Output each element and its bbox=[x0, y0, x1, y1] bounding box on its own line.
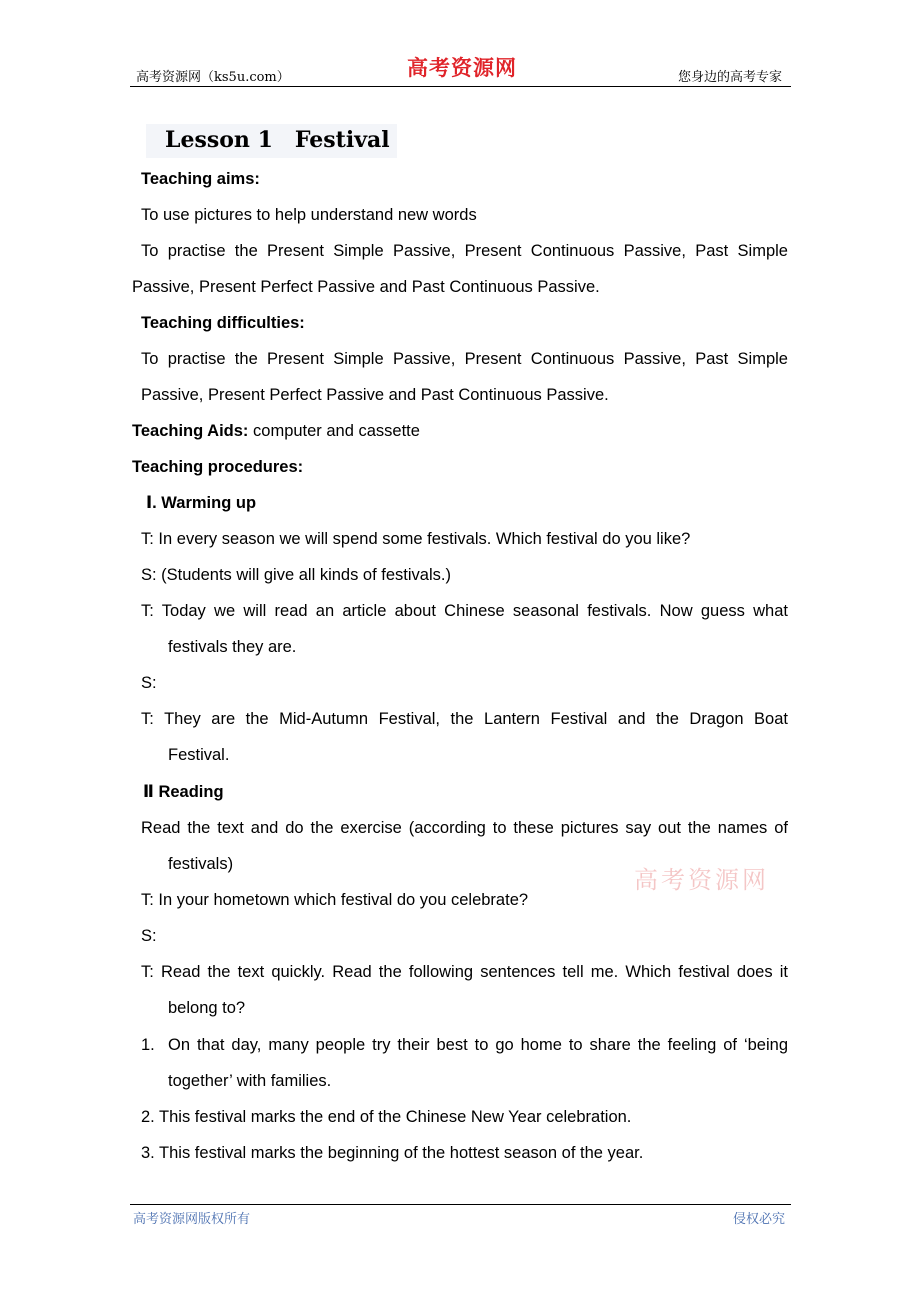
dialogue-student-1: S: (Students will give all kinds of festivals.) bbox=[141, 566, 451, 584]
lesson-number: Lesson 1 bbox=[165, 127, 273, 153]
reading-student-1: S: bbox=[141, 927, 157, 945]
dialogue-student-2: S: bbox=[141, 674, 157, 692]
lesson-title bbox=[165, 127, 390, 153]
difficulty-line-2: Passive, Present Perfect Passive and Past Continuous Passive. bbox=[141, 386, 609, 404]
site-logo: 高考资源网 bbox=[407, 55, 517, 80]
list-item-3: 3. This festival marks the beginning of the hottest season of the year. bbox=[141, 1144, 644, 1162]
dialogue-teacher-3-line-1: T: They are the Mid-Autumn Festival, the Lantern Festival and the Dragon Boat bbox=[141, 710, 788, 728]
footer-right-text: 侵权必究 bbox=[732, 1212, 785, 1227]
aim-1: To use pictures to help understand new words bbox=[141, 206, 477, 224]
aims-heading: Teaching aims: bbox=[141, 170, 260, 188]
header-left-text: 高考资源网（ks5u.com） bbox=[136, 70, 290, 85]
section-reading-heading: Ⅱ Reading bbox=[143, 783, 224, 801]
list-item-1-number: 1. bbox=[141, 1036, 155, 1054]
list-item-1-line-2: together’ with families. bbox=[168, 1072, 332, 1090]
footer-left-text: 高考资源网版权所有 bbox=[133, 1212, 251, 1227]
procedures-heading: Teaching procedures: bbox=[132, 458, 304, 476]
dialogue-teacher-2-line-2: festivals they are. bbox=[168, 638, 297, 656]
dialogue-teacher-2-line-1: T: Today we will read an article about Chinese seasonal festivals. Now guess what bbox=[141, 602, 788, 620]
aids-row bbox=[132, 420, 420, 442]
footer-divider bbox=[130, 1204, 791, 1205]
list-item-2: 2. This festival marks the end of the Chinese New Year celebration. bbox=[141, 1108, 632, 1126]
reading-teacher-2-line-1: T: Read the text quickly. Read the following sentences tell me. Which festival does it bbox=[141, 963, 788, 981]
reading-instruction-line-1: Read the text and do the exercise (according to these pictures say out the names of bbox=[141, 819, 788, 837]
lesson-topic: Festival bbox=[294, 127, 390, 153]
reading-teacher-1: T: In your hometown which festival do you celebrate? bbox=[141, 891, 529, 909]
aim-2-line-1: To practise the Present Simple Passive, Present Continuous Passive, Past Simple bbox=[141, 242, 788, 260]
aim-2-line-2: Passive, Present Perfect Passive and Past Continuous Passive. bbox=[132, 278, 600, 296]
aids-label: Teaching Aids: bbox=[132, 422, 249, 440]
section-warming-up-heading: Ⅰ. Warming up bbox=[146, 494, 257, 512]
difficulties-heading: Teaching difficulties: bbox=[141, 314, 305, 332]
dialogue-teacher-3-line-2: Festival. bbox=[168, 746, 230, 764]
header-divider bbox=[130, 86, 791, 87]
aids-value: computer and cassette bbox=[248, 422, 420, 440]
header-right-text: 您身边的高考专家 bbox=[677, 70, 782, 85]
watermark: 高考资源网 bbox=[634, 866, 769, 894]
reading-teacher-2-line-2: belong to? bbox=[168, 999, 246, 1017]
dialogue-teacher-1: T: In every season we will spend some festivals. Which festival do you like? bbox=[141, 530, 691, 548]
difficulty-line-1: To practise the Present Simple Passive, Present Continuous Passive, Past Simple bbox=[141, 350, 788, 368]
reading-instruction-line-2: festivals) bbox=[168, 855, 234, 873]
list-item-1-line-1: On that day, many people try their best to go home to share the feeling of ‘being bbox=[168, 1036, 788, 1054]
